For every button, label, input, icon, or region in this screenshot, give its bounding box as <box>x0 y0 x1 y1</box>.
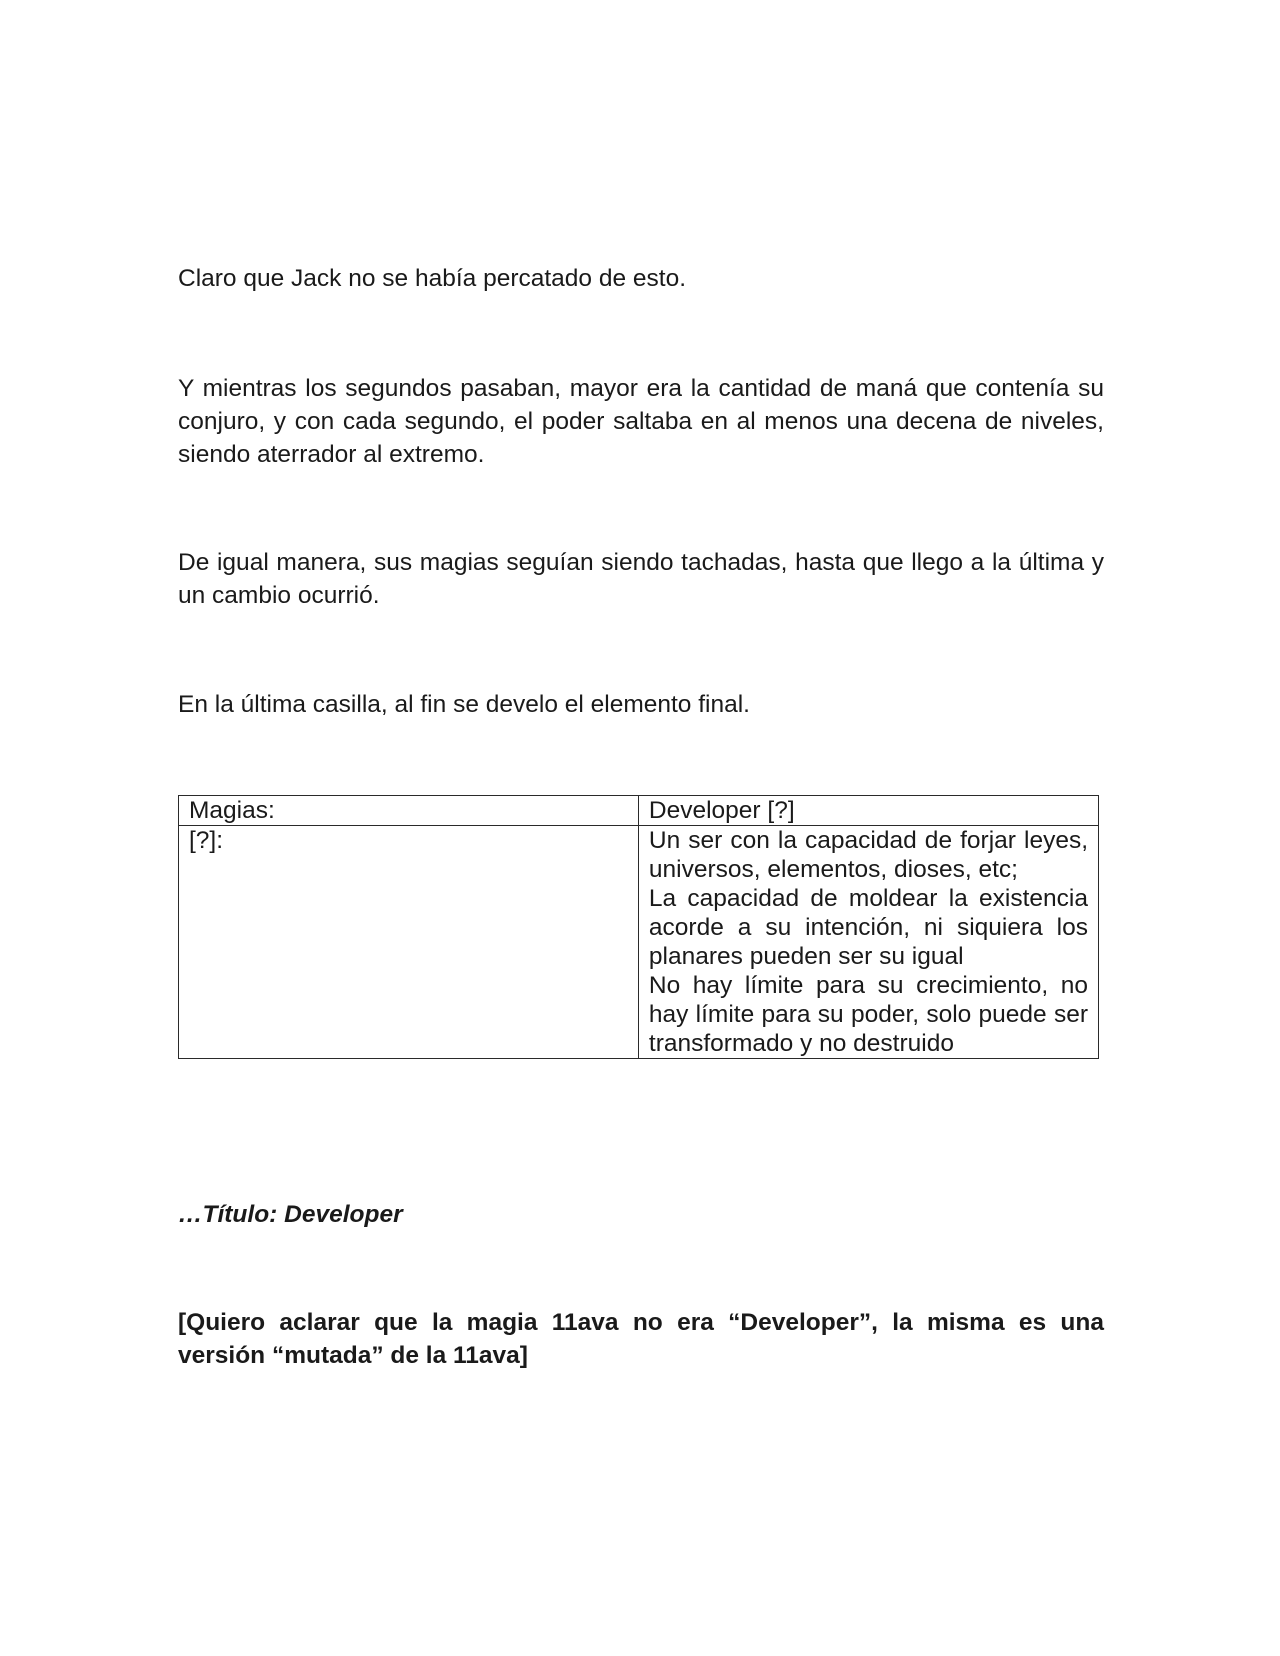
description-line-3: No hay límite para su crecimiento, no hay límite para su poder, solo puede ser transformado y no destruido <box>648 972 1088 1057</box>
author-note: [Quiero aclarar que la magia 11ava no era “Developer”, la misma es una versión “mutada” de la 11ava] <box>178 1309 1104 1369</box>
table-cell-left: [?]: <box>179 826 639 1059</box>
paragraph-1: Claro que Jack no se había percatado de esto. <box>178 265 687 292</box>
magic-table <box>178 795 1099 1059</box>
table-header-left: Magias: <box>179 796 639 826</box>
table-header-right: Developer [?] <box>638 796 1098 826</box>
table-row <box>179 826 1099 1059</box>
table-header-row <box>179 796 1099 826</box>
paragraph-3: De igual manera, sus magias seguían siendo tachadas, hasta que llego a la última y un cambio ocurrió. <box>178 549 1104 609</box>
title-line: …Título: Developer <box>178 1201 403 1228</box>
table-cell-description <box>638 826 1098 1059</box>
paragraph-2: Y mientras los segundos pasaban, mayor era la cantidad de maná que contenía su conjuro, y con cada segundo, el poder saltaba en al menos una decena de niveles, siendo aterrador al extremo. <box>178 375 1104 468</box>
description-line-2: La capacidad de moldear la existencia acorde a su intención, ni siquiera los planares pueden ser su igual <box>648 885 1088 970</box>
paragraph-4: En la última casilla, al fin se develo el elemento final. <box>178 691 750 718</box>
description-line-1: Un ser con la capacidad de forjar leyes, universos, elementos, dioses, etc; <box>648 827 1088 883</box>
